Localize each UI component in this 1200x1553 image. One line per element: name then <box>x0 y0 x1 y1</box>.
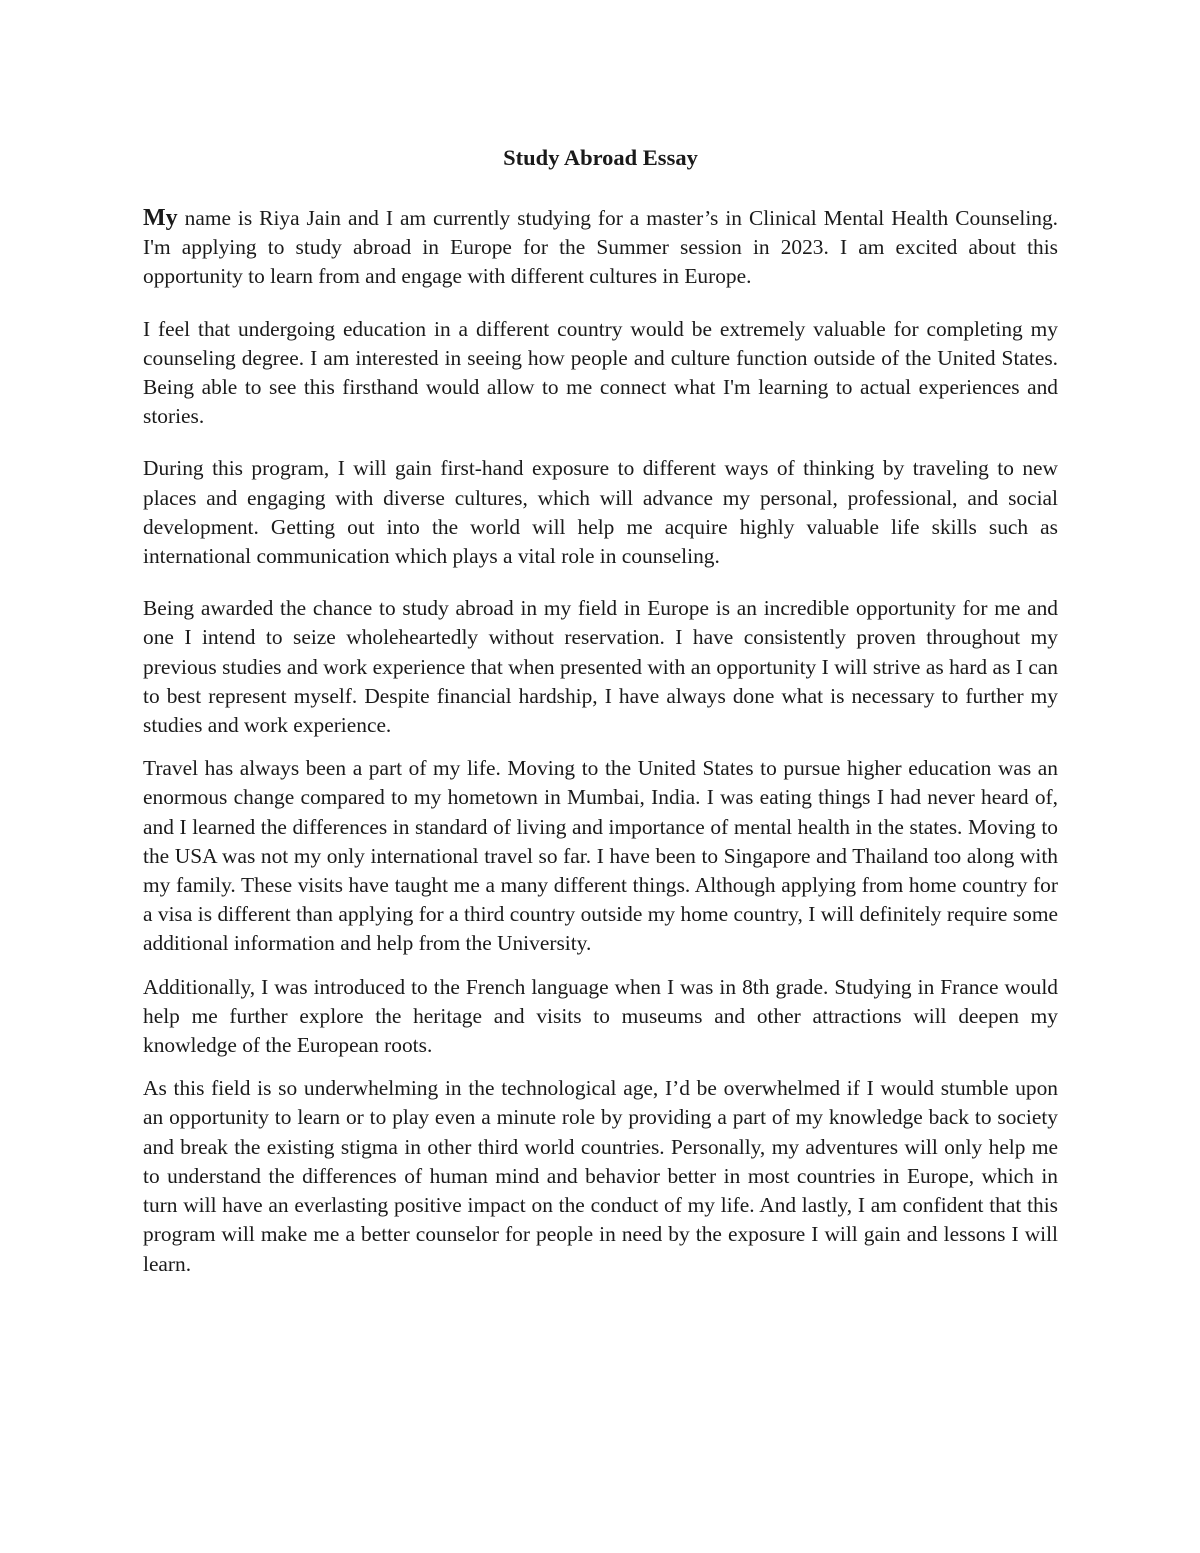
paragraph-4: Being awarded the chance to study abroad in my field in Europe is an incredible opportunity for me and one I intend to seize wholeheartedly without reservation. I have consistently proven throughout my previous studies and work experience that when presented with an opportunity I will strive as hard as I can to best represent myself. Despite financial hardship, I have always done what is necessary to further my studies and work experience. <box>143 596 1058 738</box>
paragraph-1-first-word: My <box>143 205 178 231</box>
paragraph-3: During this program, I will gain first-hand exposure to different ways of thinking by traveling to new places and engaging with diverse cultures, which will advance my personal, professional, and social development. Getting out into the world will help me acquire highly valuable life skills such as international communication which plays a vital role in counseling. <box>143 456 1058 569</box>
document-body <box>143 140 1058 1279</box>
paragraph-7: As this field is so underwhelming in the technological age, I’d be overwhelmed if I would stumble upon an opportunity to learn or to play even a minute role by providing a part of my knowledge back to society and break the existing stigma in other third world countries. Personally, my adventures will only help me to understand the differences of human mind and behavior better in most countries in Europe, which in turn will have an everlasting positive impact on the conduct of my life. And lastly, I am confident that this program will make me a better counselor for people in need by the exposure I will gain and lessons I will learn. <box>143 1076 1058 1276</box>
paragraph-1 <box>143 204 1058 292</box>
paragraph-2: I feel that undergoing education in a different country would be extremely valuable for completing my counseling degree. I am interested in seeing how people and culture function outside of the United States. Being able to see this firsthand would allow to me connect what I'm learning to actual experiences and stories. <box>143 316 1058 429</box>
paragraph-1-text: name is Riya Jain and I am currently studying for a master’s in Clinical Mental Health Counseling. I'm applying to study abroad in Europe for the Summer session in 2023. I am excited about this opportunity to learn from and engage with different cultures in Europe. <box>143 206 1058 289</box>
paragraph-6: Additionally, I was introduced to the French language when I was in 8th grade. Studying in France would help me further explore the heritage and visits to museums and other attractions will deepen my knowledge of the European roots. <box>143 974 1058 1058</box>
document-title: Study Abroad Essay <box>503 145 698 170</box>
paragraph-5: Travel has always been a part of my life. Moving to the United States to pursue higher education was an enormous change compared to my hometown in Mumbai, India. I was eating things I had never heard of, and I learned the differences in standard of living and importance of mental health in the states. Moving to the USA was not my only international travel so far. I have been to Singapore and Thailand too along with my family. These visits have taught me a many different things. Although applying from home country for a visa is different than applying for a third country outside my home country, I will definitely require some additional information and help from the University. <box>143 756 1058 956</box>
